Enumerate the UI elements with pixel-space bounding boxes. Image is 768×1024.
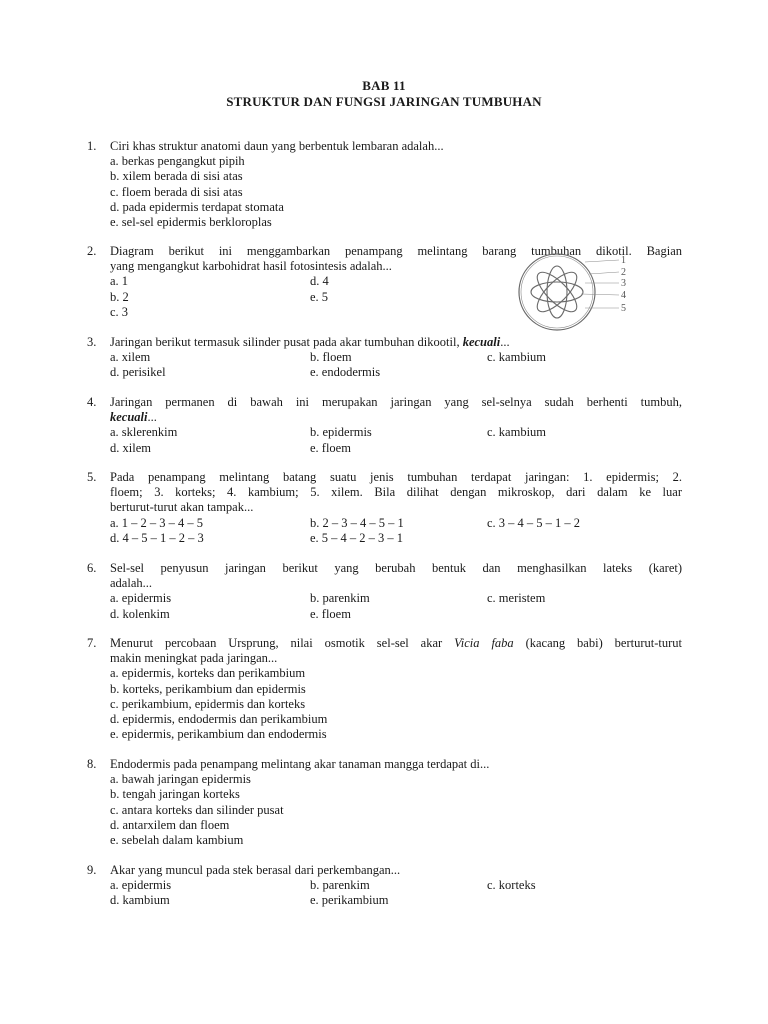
option-e: e. 5 – 4 – 2 – 3 – 1	[310, 530, 404, 545]
option-b: b. parenkim	[310, 878, 370, 893]
question-stem-line: yang mengangkut karbohidrat hasil fotosintesis adalah...	[110, 259, 392, 274]
question-number: 2.	[87, 244, 97, 258]
question-number: 3.	[87, 335, 97, 349]
question-stem-line: adalah...	[110, 576, 152, 591]
option-c: c. 3 – 4 – 5 – 1 – 2	[487, 515, 581, 530]
option-e: e. endodermis	[310, 365, 381, 380]
option-b: b. 2 – 3 – 4 – 5 – 1	[310, 515, 404, 530]
question-stem: Akar yang muncul pada stek berasal dari perkembangan...	[110, 863, 401, 877]
option-a: a. bawah jaringan epidermis	[110, 772, 251, 787]
option-c: c. 3	[110, 304, 129, 319]
diagram-label-4: 4	[621, 290, 626, 301]
option-b: b. epidermis	[310, 425, 372, 440]
emphasis-kecuali: kecuali	[462, 335, 501, 349]
option-a: a. sklerenkim	[110, 425, 178, 440]
option-e: e. floem	[310, 440, 351, 455]
option-a: a. xilem	[110, 350, 151, 365]
species-name: Vicia faba	[454, 636, 514, 650]
option-b: b. 2	[110, 289, 129, 304]
inner-ring	[521, 256, 593, 328]
option-d: d. 4	[310, 274, 329, 289]
option-b: b. tengah jaringan korteks	[110, 787, 240, 802]
stem-text: Jaringan berikut termasuk silinder pusat pada akar tumbuhan dikootil,	[110, 335, 463, 349]
question-stem: Ciri khas struktur anatomi daun yang berbentuk lembaran adalah...	[110, 139, 444, 153]
option-c: c. perikambium, epidermis dan korteks	[110, 696, 306, 711]
stem-ellipsis: ...	[147, 410, 157, 425]
question-stem-line: Jaringan permanen di bawah ini merupakan jaringan yang sel-selnya sudah berhenti tumbuh,	[110, 395, 682, 409]
question-6	[87, 561, 682, 622]
option-a: a. berkas pengangkut pipih	[110, 154, 245, 169]
question-8	[87, 757, 682, 848]
question-3	[87, 335, 682, 381]
question-stem	[110, 335, 682, 350]
option-d: d. xilem	[110, 440, 151, 455]
question-stem-line: floem; 3. korteks; 4. kambium; 5. xilem. Bila dilihat dengan mikroskop, dari dalam ke luar	[110, 485, 682, 500]
question-7	[87, 636, 682, 742]
question-4	[87, 395, 682, 456]
option-c: c. floem berada di sisi atas	[110, 184, 243, 199]
option-d: d. kambium	[110, 893, 170, 908]
chapter-heading: BAB 11	[362, 78, 406, 93]
question-stem-line: Diagram berikut ini menggambarkan penampang melintang barang tumbuhan dikotil. Bagian	[110, 244, 682, 258]
option-c: c. korteks	[487, 878, 536, 893]
question-number: 4.	[87, 395, 97, 409]
emphasis-kecuali: kecuali	[110, 410, 148, 425]
question-stem: Endodermis pada penampang melintang akar tanaman mangga terdapat di...	[110, 757, 490, 771]
question-5	[87, 470, 682, 546]
outer-ring	[519, 254, 595, 330]
option-e: e. epidermis, perikambium dan endodermis	[110, 727, 327, 742]
diagram-label-1: 1	[621, 255, 626, 266]
stem-ellipsis: ...	[500, 335, 510, 349]
question-number: 8.	[87, 757, 97, 771]
option-e: e. 5	[310, 289, 329, 304]
option-d: d. antarxilem dan floem	[110, 817, 230, 832]
question-number: 9.	[87, 863, 97, 877]
option-b: b. korteks, perikambium dan epidermis	[110, 681, 306, 696]
question-number: 1.	[87, 139, 97, 153]
question-9	[87, 863, 682, 909]
option-c: c. kambium	[487, 350, 547, 365]
vascular-bundles	[531, 266, 583, 318]
stem-text: Menurut percobaan Ursprung, nilai osmotik sel-sel akar	[110, 636, 455, 650]
option-e: e. perikambium	[310, 893, 389, 908]
option-d: d. 4 – 5 – 1 – 2 – 3	[110, 530, 204, 545]
question-1	[87, 139, 682, 230]
option-d: d. kolenkim	[110, 606, 170, 621]
page-title: STRUKTUR DAN FUNGSI JARINGAN TUMBUHAN	[226, 94, 542, 109]
question-stem-line: makin meningkat pada jaringan...	[110, 651, 278, 666]
stem-cross-section-diagram	[515, 252, 635, 332]
question-stem-line: Sel-sel penyusun jaringan berikut yang berubah bentuk dan menghasilkan lateks (karet)	[110, 561, 682, 575]
option-a: a. epidermis, korteks dan perikambium	[110, 666, 306, 681]
question-stem-line: Pada penampang melintang batang suatu jenis tumbuhan terdapat jaringan: 1. epidermis; 2.	[110, 470, 682, 484]
option-a: a. 1	[110, 274, 129, 289]
option-c: c. kambium	[487, 425, 547, 440]
option-d: d. perisikel	[110, 365, 166, 380]
option-b: b. floem	[310, 350, 352, 365]
question-number: 6.	[87, 561, 97, 575]
option-d: d. epidermis, endodermis dan perikambium	[110, 712, 328, 727]
diagram-label-2: 2	[621, 267, 626, 278]
diagram-label-3: 3	[621, 278, 626, 289]
option-a: a. epidermis	[110, 591, 172, 606]
question-number: 7.	[87, 636, 97, 650]
question-number: 5.	[87, 470, 97, 484]
option-e: e. sel-sel epidermis berkloroplas	[110, 215, 272, 230]
question-stem-line	[110, 636, 682, 651]
diagram-label-5: 5	[621, 303, 626, 314]
option-c: c. antara korteks dan silinder pusat	[110, 802, 284, 817]
option-d: d. pada epidermis terdapat stomata	[110, 199, 284, 214]
option-b: b. xilem berada di sisi atas	[110, 169, 243, 184]
question-stem-line	[110, 410, 682, 425]
option-b: b. parenkim	[310, 591, 370, 606]
option-e: e. floem	[310, 606, 351, 621]
leader-lines	[581, 260, 619, 308]
stem-text: (kacang babi) berturut-turut	[513, 636, 682, 650]
option-c: c. meristem	[487, 591, 546, 606]
option-a: a. 1 – 2 – 3 – 4 – 5	[110, 515, 204, 530]
option-e: e. sebelah dalam kambium	[110, 833, 244, 848]
option-a: a. epidermis	[110, 878, 172, 893]
question-stem-line: berturut-turut akan tampak...	[110, 500, 254, 515]
